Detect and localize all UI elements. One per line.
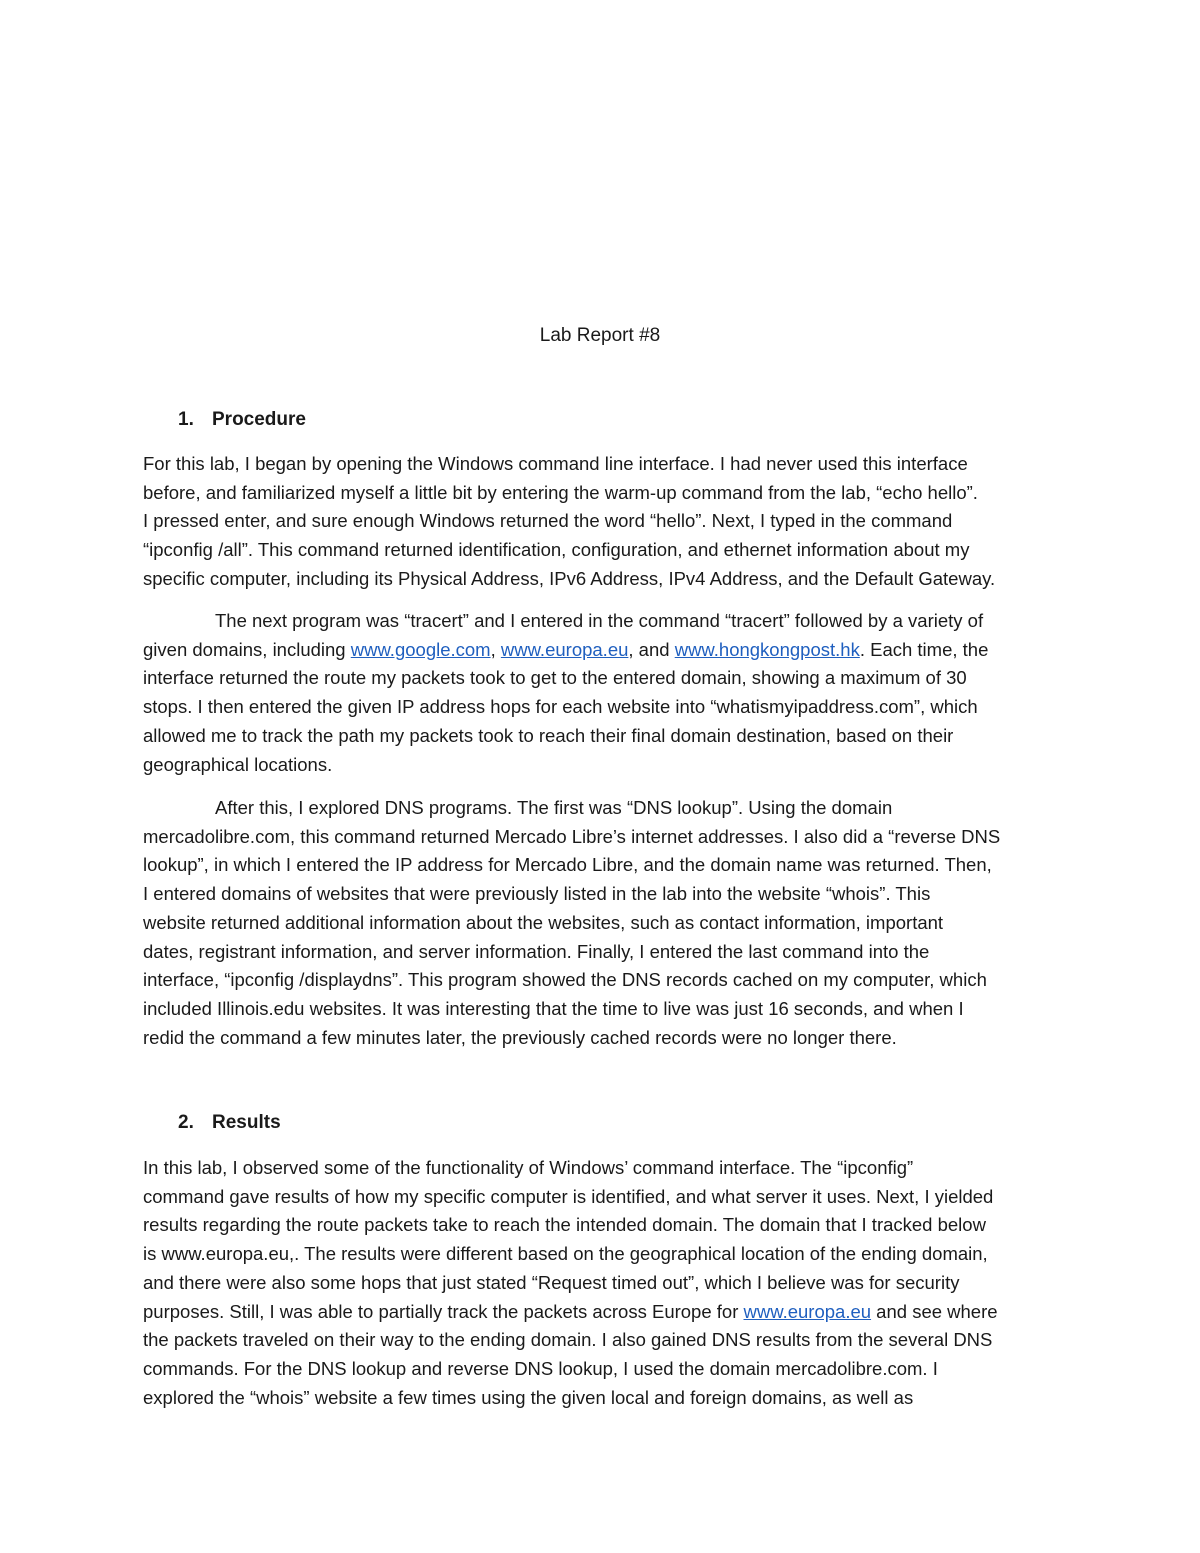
text-run: I entered domains of websites that were previously listed in the lab into the website “whois”. This <box>143 883 931 905</box>
paragraph-line <box>143 1355 938 1383</box>
text-run: before, and familiarized myself a little bit by entering the warm-up command from the lab, “echo hello”. <box>143 481 978 503</box>
paragraph-line <box>143 722 953 750</box>
paragraph-line <box>143 823 1000 851</box>
paragraph-line <box>143 693 978 721</box>
text-run: and see where <box>871 1300 998 1322</box>
text-run: mercadolibre.com, this command returned Mercado Libre’s internet addresses. I also did a “reverse DNS <box>143 825 1001 847</box>
paragraph-line <box>143 880 930 908</box>
paragraph-line <box>143 507 952 535</box>
section-heading-results <box>178 1109 281 1137</box>
section-heading-procedure <box>178 406 306 434</box>
paragraph-line <box>143 1183 993 1211</box>
paragraph-line <box>143 1384 913 1412</box>
text-run: interface, “ipconfig /displaydns”. This program showed the DNS records cached on my computer, which <box>143 969 987 991</box>
text-run: website returned additional information about the websites, such as contact information, important <box>143 911 944 933</box>
text-run: . Each time, the <box>859 638 989 660</box>
paragraph-line <box>143 536 969 564</box>
text-run: commands. For the DNS lookup and reverse DNS lookup, I used the domain mercadolibre.com. I <box>143 1357 938 1379</box>
text-run: redid the command a few minutes later, the previously cached records were no longer there. <box>143 1026 897 1048</box>
paragraph-line <box>143 1154 913 1182</box>
section-heading-text: Results <box>212 1112 281 1133</box>
text-run: purposes. Still, I was able to partially track the packets across Europe for <box>143 1300 744 1322</box>
hyperlink[interactable]: www.europa.eu <box>743 1300 872 1322</box>
text-run: The next program was “tracert” and I entered in the command “tracert” followed by a variety of <box>215 610 984 631</box>
text-run: explored the “whois” website a few times using the given local and foreign domains, as well as <box>143 1386 914 1408</box>
section-heading-text: Procedure <box>212 409 306 430</box>
text-run: and there were also some hops that just stated “Request timed out”, which I believe was for security <box>143 1271 960 1293</box>
hyperlink[interactable]: www.europa.eu <box>500 638 629 660</box>
text-run: lookup”, in which I entered the IP address for Mercado Libre, and the domain name was returned. Then, <box>143 854 992 876</box>
paragraph-line <box>143 995 964 1023</box>
text-run: the packets traveled on their way to the ending domain. I also gained DNS results from the several DNS <box>143 1329 993 1351</box>
paragraph-line <box>143 1298 998 1326</box>
paragraph-line <box>215 607 983 635</box>
text-run: After this, I explored DNS programs. The first was “DNS lookup”. Using the domain <box>215 797 893 818</box>
paragraph-line <box>143 851 992 879</box>
text-run: In this lab, I observed some of the functionality of Windows’ command interface. The “ipconfig” <box>143 1157 914 1178</box>
text-run: is www.europa.eu,. The results were different based on the geographical location of the ending domain, <box>143 1243 988 1265</box>
paragraph-line <box>143 664 967 692</box>
text-run: specific computer, including its Physical Address, IPv6 Address, IPv4 Address, and the Default Gateway. <box>143 567 996 589</box>
paragraph-line <box>143 1024 897 1052</box>
paragraph-line <box>143 1211 986 1239</box>
text-run: I pressed enter, and sure enough Windows returned the word “hello”. Next, I typed in the command <box>143 510 953 532</box>
document-title: Lab Report #8 <box>539 325 661 346</box>
paragraph-line <box>143 938 929 966</box>
text-run: stops. I then entered the given IP address hops for each website into “whatismyipaddress.com”, which <box>143 696 978 718</box>
paragraph-line <box>143 565 995 593</box>
paragraph-line <box>143 1326 992 1354</box>
paragraph-line <box>143 450 968 478</box>
text-run: “ipconfig /all”. This command returned identification, configuration, and ethernet information about my <box>143 539 970 561</box>
text-run: For this lab, I began by opening the Windows command line interface. I had never used this interface <box>143 453 968 474</box>
paragraph-line <box>143 479 978 507</box>
hyperlink[interactable]: www.google.com <box>350 638 491 660</box>
hyperlink[interactable]: www.hongkongpost.hk <box>674 638 860 660</box>
text-run: geographical locations. <box>143 753 333 775</box>
paragraph-line <box>143 1240 988 1268</box>
text-run: interface returned the route my packets took to get to the entered domain, showing a maximum of 30 <box>143 667 967 689</box>
text-run: given domains, including <box>143 638 351 660</box>
text-run: allowed me to track the path my packets took to reach their final domain destination, based on their <box>143 724 954 746</box>
text-run: included Illinois.edu websites. It was interesting that the time to live was just 16 seconds, and when I <box>143 997 964 1019</box>
paragraph-line <box>215 794 892 822</box>
paragraph-line <box>143 636 988 664</box>
text-run: , <box>490 638 501 660</box>
section-number: 1. <box>178 409 194 430</box>
text-run: , and <box>628 638 675 660</box>
paragraph-line <box>143 966 987 994</box>
text-run: command gave results of how my specific computer is identified, and what server it uses. Next, I yielded <box>143 1185 994 1207</box>
text-run: results regarding the route packets take to reach the intended domain. The domain that I tracked below <box>143 1214 986 1236</box>
paragraph-line <box>143 1269 959 1297</box>
text-run: dates, registrant information, and server information. Finally, I entered the last command into the <box>143 940 930 962</box>
section-number: 2. <box>178 1112 194 1133</box>
paragraph-line <box>143 909 943 937</box>
paragraph-line <box>143 751 332 779</box>
